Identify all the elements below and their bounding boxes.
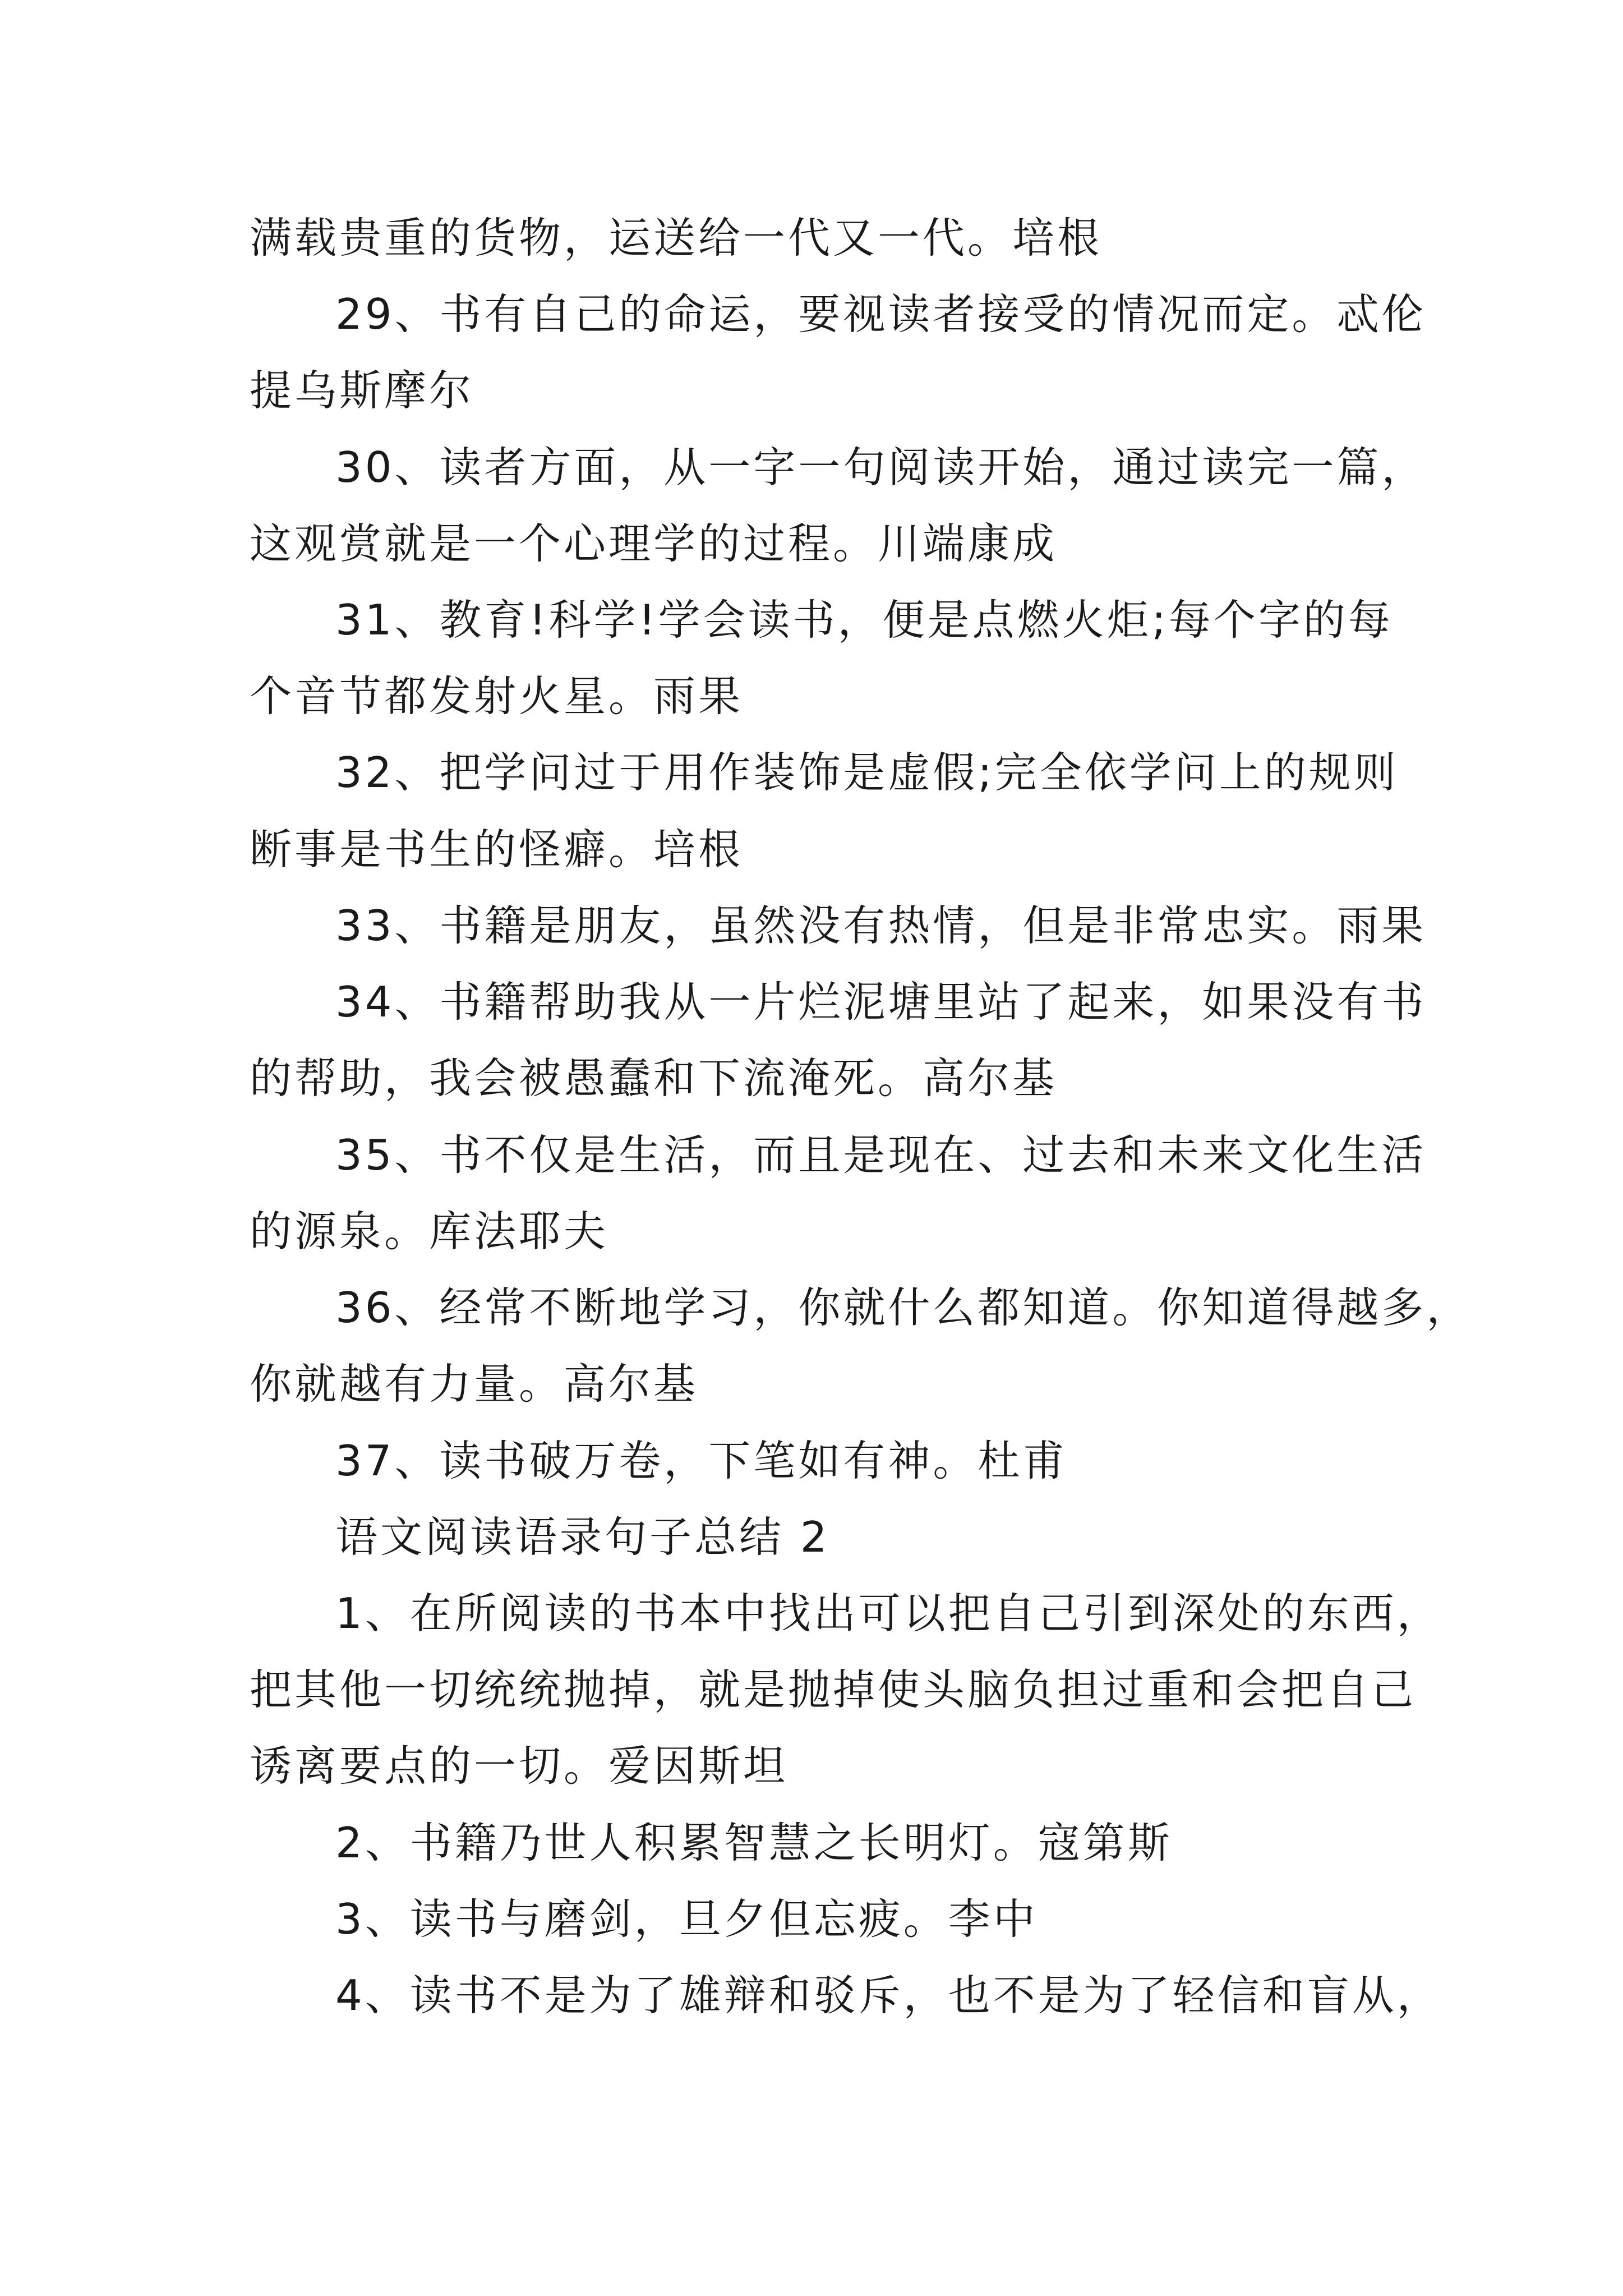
text-line: 29、书有自己的命运，要视读者接受的情况而定。忒伦 [335,289,1427,339]
text-line: 30、读者方面，从一字一句阅读开始，通过读完一篇， [335,443,1427,492]
text-line: 32、把学问过于用作装饰是虚假;完全依学问上的规则 [335,748,1399,797]
text-line: 35、书不仅是生活，而且是现在、过去和未来文化生活 [335,1130,1427,1180]
text-line: 36、经常不断地学习，你就什么都知道。你知道得越多， [335,1283,1472,1332]
text-line: 把其他一切统统抛掉，就是抛掉使头脑负担过重和会把自己 [250,1665,1417,1714]
text-line: 你就越有力量。高尔基 [250,1359,699,1409]
text-line: 满载贵重的货物，运送给一代又一代。培根 [250,213,1103,263]
text-line: 断事是书生的怪癖。培根 [250,825,744,874]
text-line: 4、读书不是为了雄辩和驳斥，也不是为了轻信和盲从， [335,1971,1442,2020]
text-line: 37、读书破万卷，下笔如有神。杜甫 [335,1436,1068,1485]
text-line: 个音节都发射火星。雨果 [250,671,744,721]
text-line: 31、教育!科学!学会读书，便是点燃火炬;每个字的每 [335,595,1393,645]
text-line: 的帮助，我会被愚蠢和下流淹死。高尔基 [250,1053,1058,1103]
text-line: 3、读书与磨剑，旦夕但忘疲。李中 [335,1894,1038,1944]
text-line: 的源泉。库法耶夫 [250,1207,609,1256]
text-line: 这观赏就是一个心理学的过程。川端康成 [250,519,1058,568]
text-line: 1、在所阅读的书本中找出可以把自己引到深处的东西， [335,1589,1442,1638]
text-line: 诱离要点的一切。爱因斯坦 [250,1741,789,1791]
text-line: 提乌斯摩尔 [250,366,474,415]
text-line: 2、书籍乃世人积累智慧之长明灯。寇第斯 [335,1818,1173,1867]
text-line: 34、书籍帮助我从一片烂泥塘里站了起来，如果没有书 [335,977,1427,1027]
text-line: 33、书籍是朋友，虽然没有热情，但是非常忠实。雨果 [335,901,1427,950]
section-heading: 语文阅读语录句子总结 2 [335,1512,830,1562]
